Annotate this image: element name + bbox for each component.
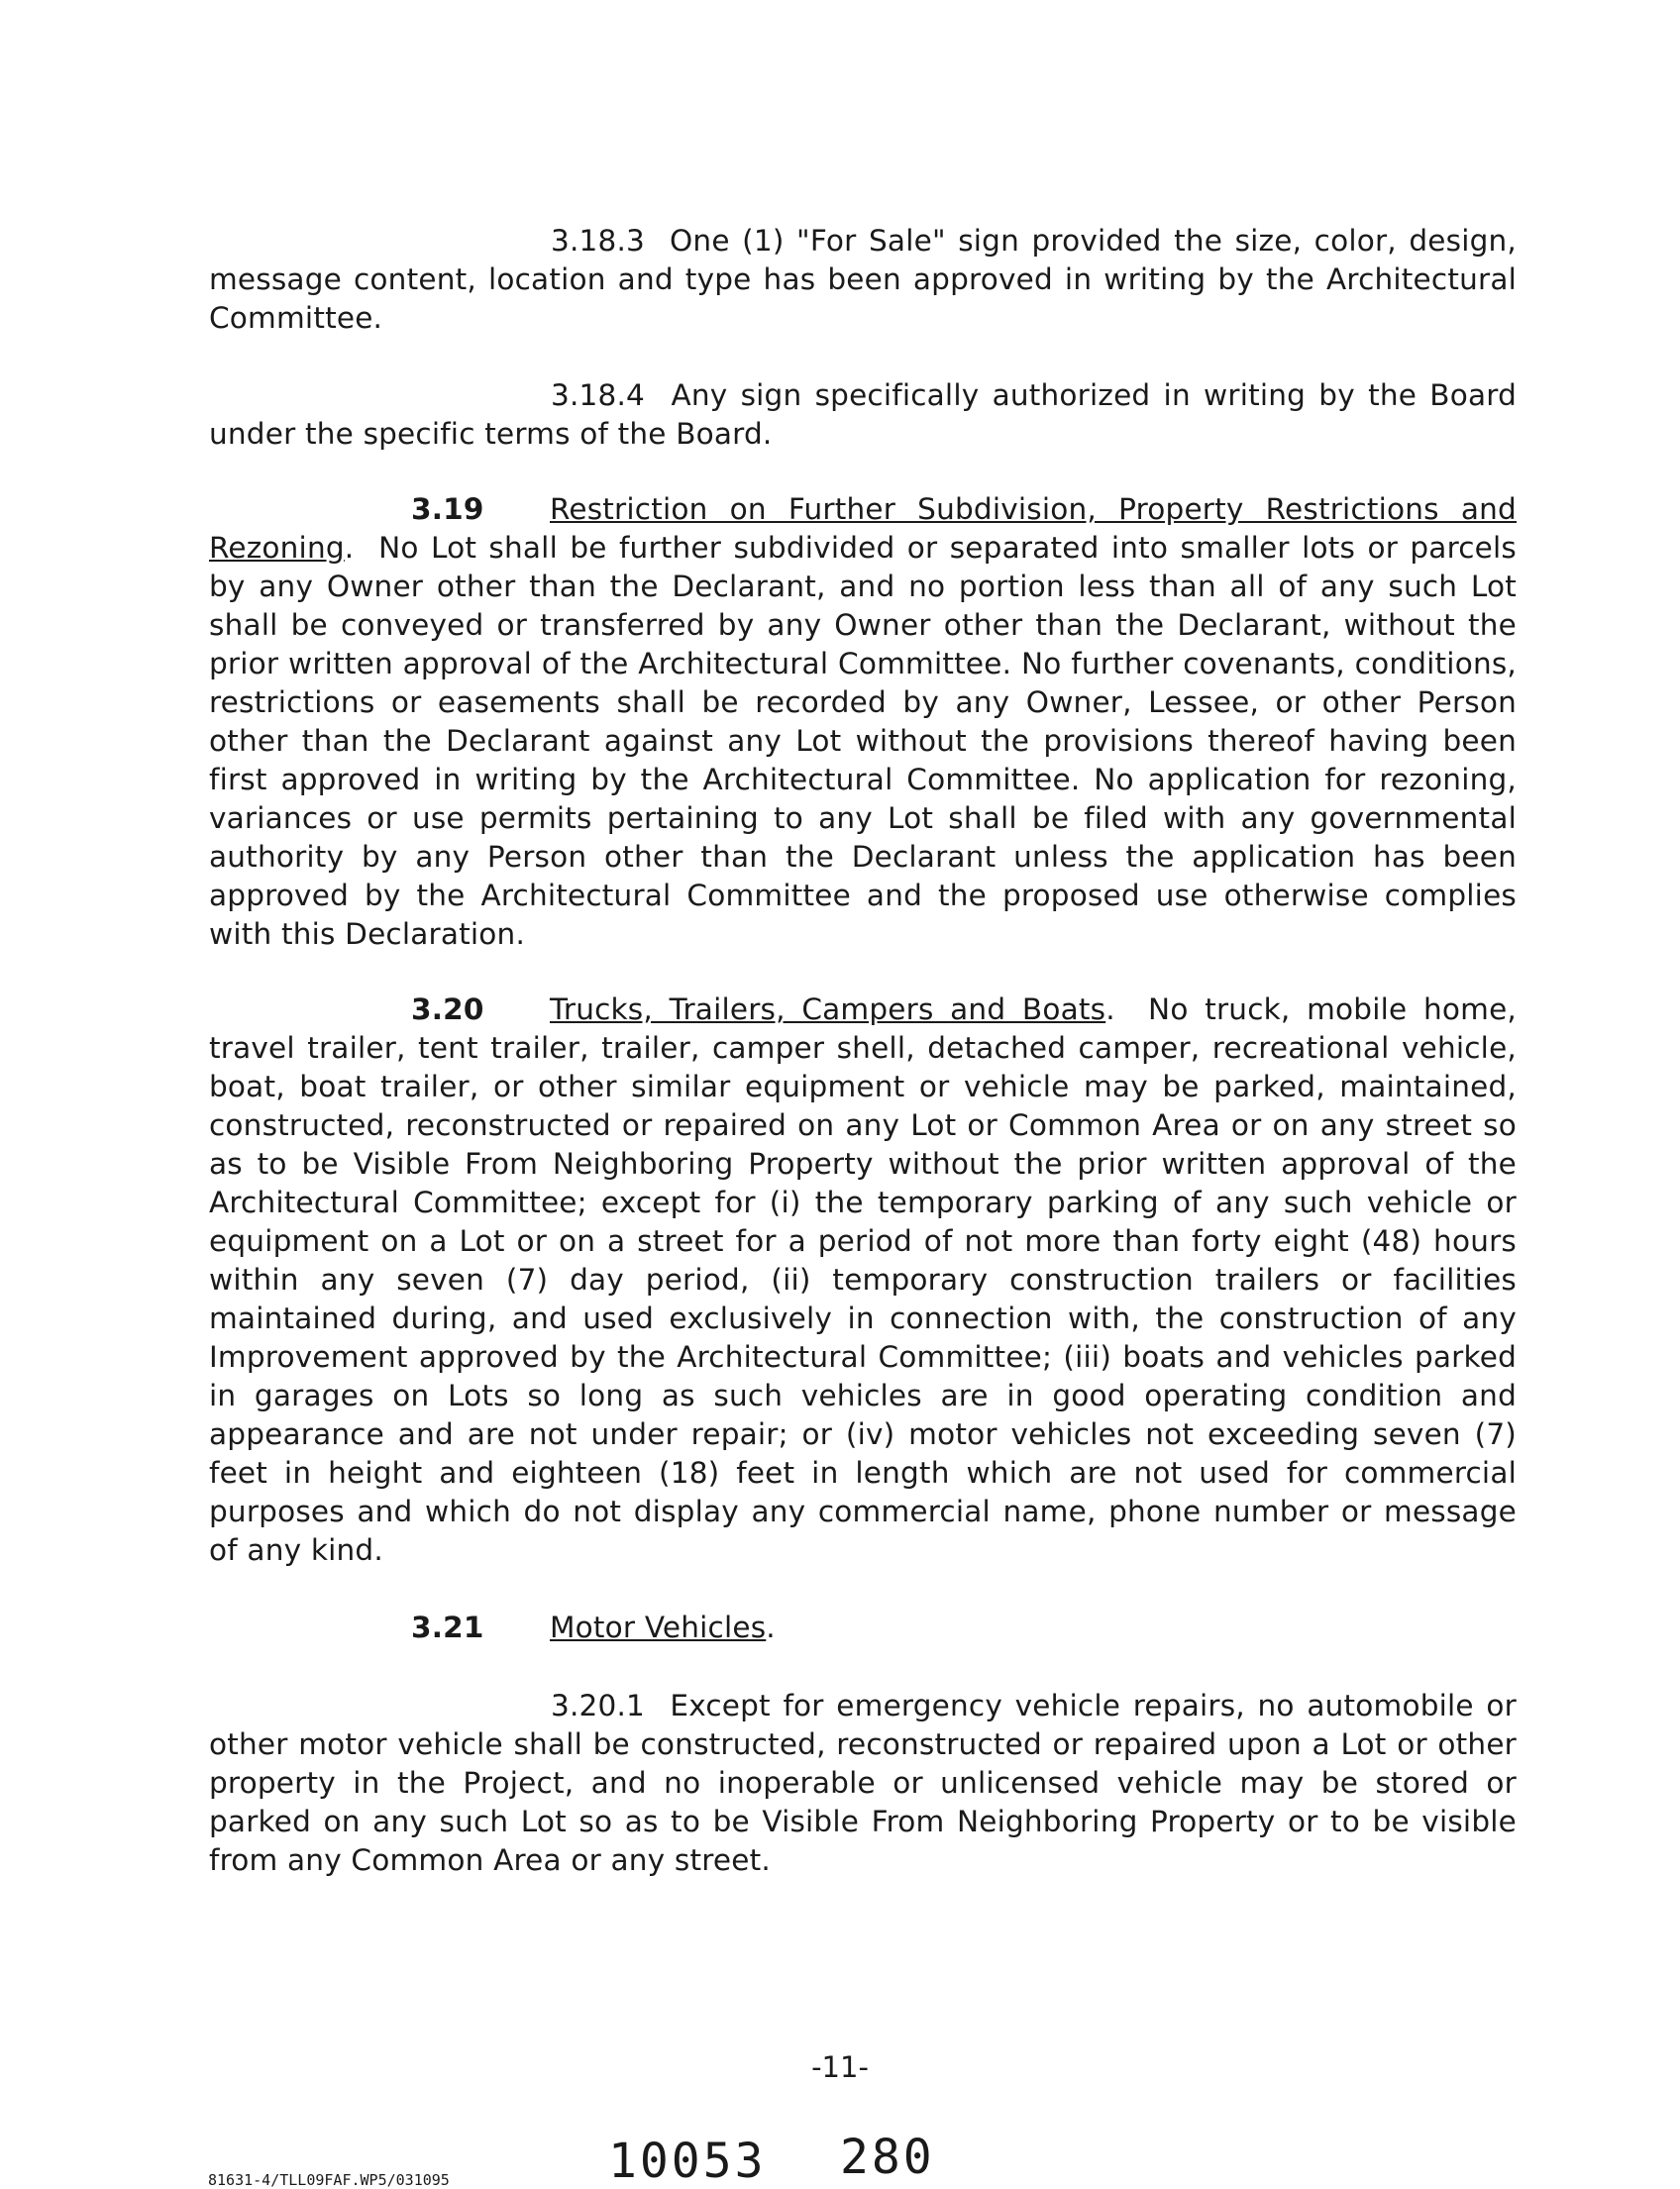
recording-book-stamp: 10053 <box>608 2134 767 2189</box>
section-3-21: 3.21 Motor Vehicles. <box>209 1609 1517 1647</box>
section-title: Trucks, Trailers, Campers and Boats <box>550 992 1106 1026</box>
section-3-20: 3.20 Trucks, Trailers, Campers and Boats. No truck, mobile home, travel trailer, tent trailer, trailer, camper shell, detached camper, recreational vehicle, boat, boat trailer, or other similar equipment or vehicle may be parked, maintained, constructed, reconstructed or repaired on any Lot or Common Area or on any street so as to be Visible From Neighboring Property without the prior written approval of the Architectural Committee; except for (i) the temporary parking of any such vehicle or equipment on a Lot or on a street for a period of not more than forty eight (48) hours within any seven (7) day period, (ii) temporary construction trailers or facilities maintained during, and used exclusively in connection with, the construction of any Improvement approved by the Architectural Committee; (iii) boats and vehicles parked in garages on Lots so long as such vehicles are in good operating condition and appearance and are not under repair; or (iv) motor vehicles not exceeding seven (7) feet in height and eighteen (18) feet in length which are not used for commercial purposes and which do not display any commercial name, phone number or message of any kind. <box>209 992 1517 1567</box>
section-number: 3.20 <box>411 992 484 1026</box>
paragraph-text: Any sign specifically authorized in writing by the Board under the specific terms of the Board. <box>209 378 1518 451</box>
paragraph-3-20-1 <box>209 1687 1517 1880</box>
paragraph-number: 3.18.4 <box>551 378 646 412</box>
section-title: Restriction on Further Subdivision, Property Restrictions and Rezoning <box>209 492 1517 565</box>
section-3-19: 3.19 Restriction on Further Subdivision, Property Restrictions and Rezoning. No Lot shall be further subdivided or separated into smaller lots or parcels by any Owner other than the Declarant, and no portion less than all of any such Lot shall be conveyed or transferred by any Owner other than the Declarant, without the prior written approval of the Architectural Committee. No further covenants, conditions, restrictions or easements shall be recorded by any Owner, Lessee, or other Person other than the Declarant against any Lot without the provisions thereof having been first approved in writing by the Architectural Committee. No application for rezoning, variances or use permits pertaining to any Lot shall be filed with any governmental authority by any Person other than the Declarant unless the application has been approved by the Architectural Committee and the proposed use otherwise complies with this Declaration. <box>209 492 1518 951</box>
section-title: Motor Vehicles <box>550 1611 767 1644</box>
section-text: No truck, mobile home, travel trailer, tent trailer, trailer, camper shell, detached camper, recreational vehicle, boat, boat trailer, or other similar equipment or vehicle may be parked, maintained, constructed, reconstructed or repaired on any Lot or Common Area or on any street so as to be Visible From Neighboring Property without the prior written approval of the Architectural Committee; except for (i) the temporary parking of any such vehicle or equipment on a Lot or on a street for a period of not more than forty eight (48) hours within any seven (7) day period, (ii) temporary construction trailers or facilities maintained during, and used exclusively in connection with, the construction of any Improvement approved by the Architectural Committee; (iii) boats and vehicles parked in garages on Lots so long as such vehicles are in good operating condition and appearance and are not under repair; or (iv) motor vehicles not exceeding seven (7) feet in height and eighteen (18) feet in length which are not used for commercial purposes and which do not display any commercial name, phone number or message of any kind. <box>209 992 1517 1567</box>
document-id: 81631-4/TLL09FAF.WP5/031095 <box>208 2171 450 2189</box>
recording-page-stamp: 280 <box>840 2130 935 2185</box>
paragraph-3-18-3 <box>209 222 1517 338</box>
paragraph-text: One (1) "For Sale" sign provided the size, color, design, message content, location and type has been approved in writing by the Architectural Committee. <box>209 224 1517 335</box>
section-number: 3.19 <box>411 492 484 526</box>
paragraph-text: Except for emergency vehicle repairs, no automobile or other motor vehicle shall be constructed, reconstructed or repaired upon a Lot or other property in the Project, and no inoperable or unlicensed vehicle may be stored or parked on any such Lot so as to be Visible From Neighboring Property or to be visible from any Common Area or any street. <box>209 1689 1517 1877</box>
section-text: No Lot shall be further subdivided or separated into smaller lots or parcels by any Owner other than the Declarant, and no portion less than all of any such Lot shall be conveyed or transferred by any Owner other than the Declarant, without the prior written approval of the Architectural Committee. No further covenants, conditions, restrictions or easements shall be recorded by any Owner, Lessee, or other Person other than the Declarant against any Lot without the provisions thereof having been first approved in writing by the Architectural Committee. No application for rezoning, variances or use permits pertaining to any Lot shall be filed with any governmental authority by any Person other than the Declarant unless the application has been approved by the Architectural Committee and the proposed use otherwise complies with this Declaration. <box>209 531 1518 951</box>
section-number: 3.21 <box>411 1611 484 1644</box>
paragraph-number: 3.18.3 <box>551 224 646 258</box>
paragraph-number: 3.20.1 <box>551 1689 646 1722</box>
page-number: -11- <box>811 2050 869 2084</box>
paragraph-3-18-4 <box>209 376 1517 454</box>
